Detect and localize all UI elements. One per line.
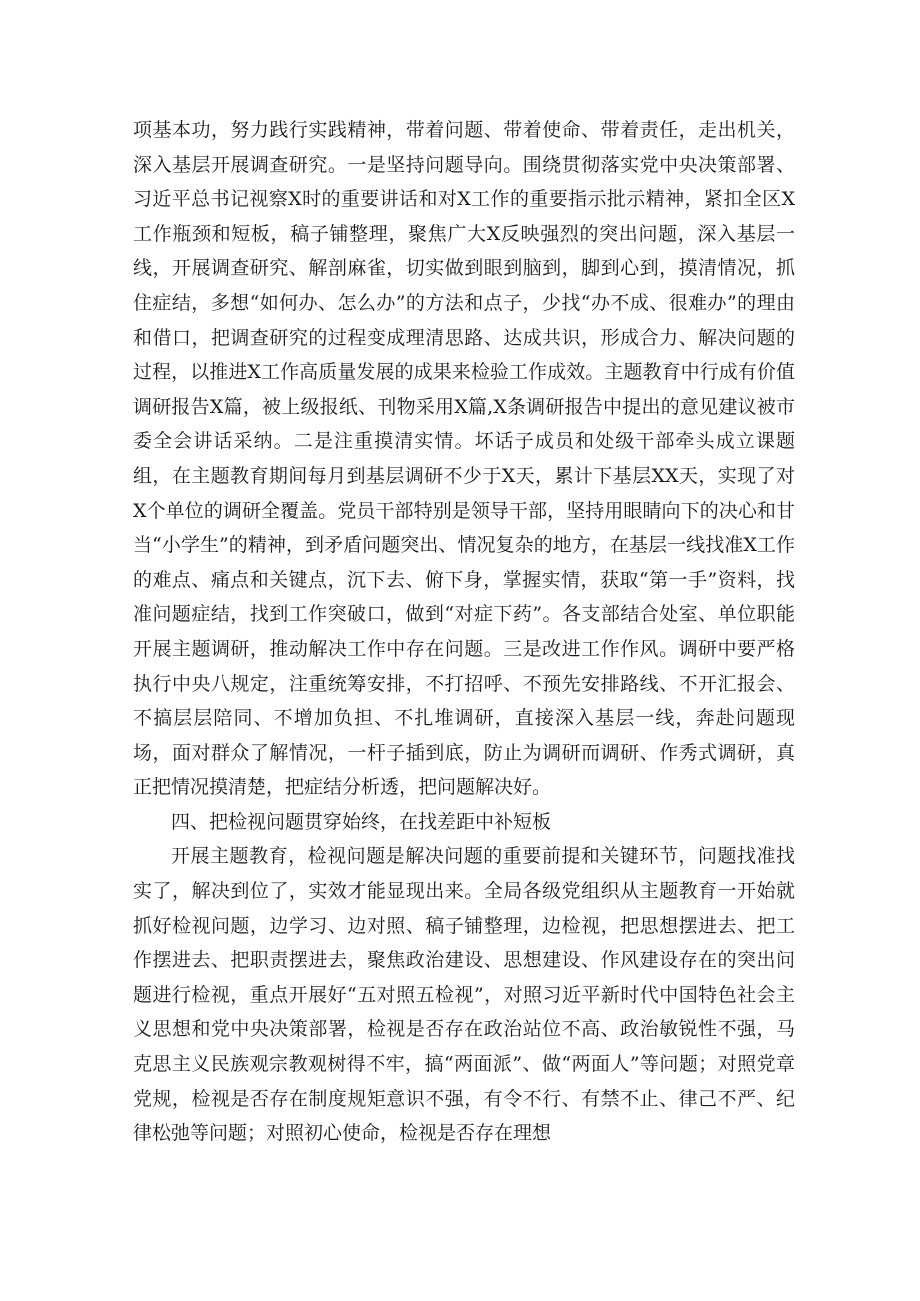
document-body (133, 113, 795, 1151)
paragraph-problem-inspection: 开展主题教育，检视问题是解决问题的重要前提和关键环节，问题找准找实了，解决到位了，实效才能显现出来。全局各级党组织从主题教育一开始就抓好检视问题，边学习、边对照、稿子铺整理，边检视，把思想摆进去、把工作摆进去、把职责摆进去，聚焦政治建设、思想建设、作风建设存在的突出问题进行检视，重点开展好“五对照五检视”，对照习近平新时代中国特色社会主义思想和党中央决策部署，检视是否存在政治站位不高、政治敏锐性不强，马克思主义民族观宗教观树得不牢，搞“两面派”、做“两面人”等问题；对照党章党规，检视是否存在制度规矩意识不强，有令不行、有禁不止、律己不严、纪律松弛等问题；对照初心使命，检视是否存在理想 (133, 845, 795, 1145)
paragraph-research-practice: 项基本功，努力践行实践精神，带着问题、带着使命、带着责任，走出机关，深入基层开展调查研究。一是坚持问题导向。围绕贯彻落实党中央决策部署、习近平总书记视察X时的重要讲话和对X工作的重要指示批示精神，紧扣全区X工作瓶颈和短板，稿子铺整理，聚焦广大X反映强烈的突出问题，深入基层一线，开展调查研究、解剖麻雀，切实做到眼到脑到，脚到心到，摸清情况，抓住症结，多想“如何办、怎么办”的方法和点子，少找“办不成、很难办”的理由和借口，把调查研究的过程变成理清思路、达成共识，形成合力、解决问题的过程，以推进X工作高质量发展的成果来检验工作成效。主题教育中行成有价值调研报告X篇，被上级报纸、刊物采用X篇,X条调研报告中提出的意见建议被市委全会讲话采纳。二是注重摸清实情。坏话子成员和处级干部牵头成立课题组，在主题教育期间每月到基层调研不少于X天，累计下基层XX天，实现了对X个单位的调研全覆盖。党员干部特别是领导干部，坚持用眼睛向下的决心和甘当“小学生”的精神，到矛盾问题突出、情况复杂的地方，在基层一线找准X工作的难点、痛点和关键点，沉下去、俯下身，掌握实情，获取“第一手”资料，找准问题症结，找到工作突破口，做到“对症下药”。各支部结合处室、单位职能开展主题调研，推动解决工作中存在问题。三是改进工作作风。调研中要严格执行中央八规定，注重统筹安排，不打招呼、不预先安排路线、不开汇报会、不搞层层陪同、不增加负担、不扎堆调研，直接深入基层一线，奔赴问题现场，面对群众了解情况，一杆子插到底，防止为调研而调研、作秀式调研，真正把情况摸清楚，把症结分析透，把问题解决好。 (133, 119, 795, 799)
section-heading-four: 四、把检视问题贯穿始终，在找差距中补短板 (171, 810, 552, 833)
